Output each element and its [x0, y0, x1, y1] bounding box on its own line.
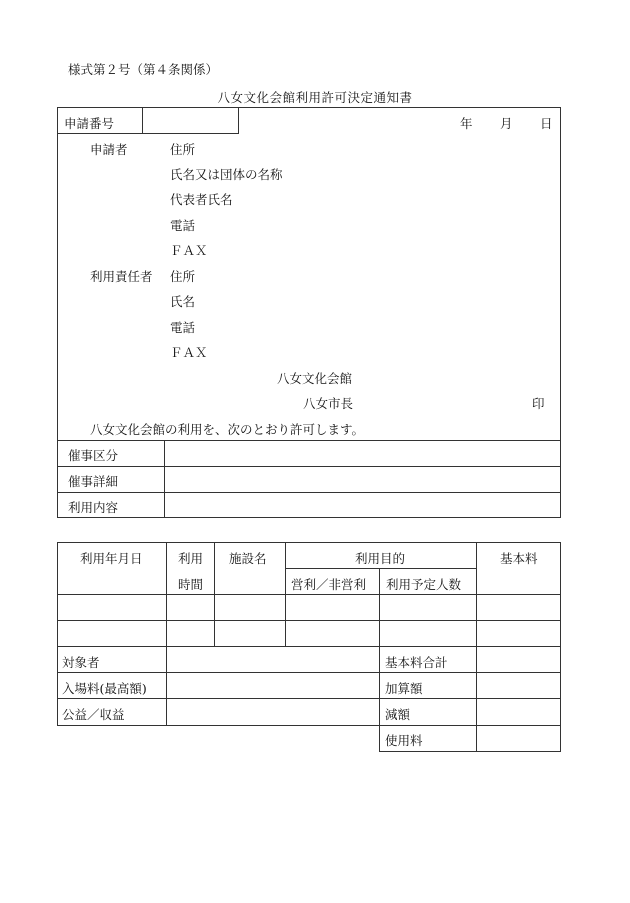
- header-facility-name: 施設名: [229, 551, 267, 566]
- divider: [166, 542, 167, 646]
- row1-fee-field[interactable]: [479, 597, 557, 617]
- divider: [379, 646, 380, 726]
- responsible-fax-label: ＦＡＸ: [170, 345, 208, 360]
- row2-facility-field[interactable]: [217, 623, 282, 643]
- public-revenue-label: 公益／収益: [62, 707, 125, 722]
- seal-mark: 印: [532, 396, 545, 411]
- divider: [57, 646, 561, 647]
- applicant-address-label: 住所: [170, 142, 196, 157]
- divider: [164, 440, 165, 518]
- responsible-name-label: 氏名: [170, 294, 196, 309]
- form-number: 様式第２号（第４条関係）: [68, 62, 219, 77]
- header-usage-time-2: 時間: [178, 577, 204, 592]
- date-year-label: 年: [460, 116, 473, 131]
- divider: [57, 594, 561, 595]
- divider: [57, 620, 561, 621]
- divider: [238, 107, 239, 133]
- application-number-field[interactable]: [146, 114, 234, 130]
- target-audience-label: 対象者: [62, 655, 100, 670]
- divider: [57, 492, 561, 493]
- divider: [476, 725, 477, 752]
- surcharge-label: 加算額: [385, 681, 423, 696]
- divider: [379, 725, 380, 752]
- responsible-phone-label: 電話: [170, 320, 196, 335]
- row1-count-field[interactable]: [382, 597, 473, 617]
- row1-profit-field[interactable]: [288, 597, 376, 617]
- header-base-fee: 基本料: [500, 551, 538, 566]
- discount-label: 減額: [385, 707, 411, 722]
- permission-statement: 八女文化会館の利用を、次のとおり許可します。: [90, 422, 365, 437]
- issuer-organization: 八女文化会館: [277, 371, 353, 386]
- divider: [285, 568, 476, 569]
- responsible-address-label: 住所: [170, 269, 196, 284]
- admission-fee-label: 入場料(最高額): [62, 681, 147, 696]
- row2-profit-field[interactable]: [288, 623, 376, 643]
- date-day-label: 日: [540, 116, 553, 131]
- applicant-label: 申請者: [90, 142, 128, 157]
- usage-content-label: 利用内容: [68, 500, 119, 515]
- responsible-person-label: 利用責任者: [90, 269, 153, 284]
- row1-facility-field[interactable]: [217, 597, 282, 617]
- issuer-title: 八女市長: [303, 396, 354, 411]
- divider: [57, 133, 239, 134]
- divider: [57, 440, 561, 441]
- divider: [57, 672, 561, 673]
- applicant-fax-label: ＦＡＸ: [170, 243, 208, 258]
- usage-content-field[interactable]: [168, 495, 556, 515]
- header-usage-date: 利用年月日: [80, 551, 143, 566]
- event-category-field[interactable]: [168, 443, 556, 463]
- usage-fee-label: 使用料: [385, 733, 423, 748]
- divider: [166, 646, 167, 726]
- application-number-label: 申請番号: [64, 116, 115, 131]
- document-title: 八女文化会館利用許可決定通知書: [217, 90, 413, 105]
- event-category-label: 催事区分: [68, 448, 119, 463]
- divider: [379, 751, 561, 752]
- divider: [285, 542, 286, 646]
- date-month-label: 月: [500, 116, 513, 131]
- divider: [379, 568, 380, 646]
- divider: [57, 466, 561, 467]
- divider: [57, 698, 561, 699]
- applicant-representative-label: 代表者氏名: [170, 192, 233, 207]
- applicant-phone-label: 電話: [170, 218, 196, 233]
- divider: [560, 725, 561, 752]
- divider: [476, 542, 477, 646]
- divider: [142, 107, 143, 133]
- base-fee-total-label: 基本料合計: [385, 655, 448, 670]
- header-usage-time-1: 利用: [178, 551, 204, 566]
- event-detail-label: 催事詳細: [68, 474, 119, 489]
- row2-count-field[interactable]: [382, 623, 473, 643]
- applicant-name-label: 氏名又は団体の名称: [170, 167, 283, 182]
- row2-date-field[interactable]: [60, 623, 163, 643]
- header-expected-count: 利用予定人数: [386, 577, 462, 592]
- header-profit-type: 営利／非営利: [291, 577, 367, 592]
- divider: [476, 646, 477, 726]
- event-detail-field[interactable]: [168, 469, 556, 489]
- row1-date-field[interactable]: [60, 597, 163, 617]
- row2-fee-field[interactable]: [479, 623, 557, 643]
- row2-time-field[interactable]: [169, 623, 211, 643]
- divider: [214, 542, 215, 646]
- header-usage-purpose: 利用目的: [355, 551, 406, 566]
- row1-time-field[interactable]: [169, 597, 211, 617]
